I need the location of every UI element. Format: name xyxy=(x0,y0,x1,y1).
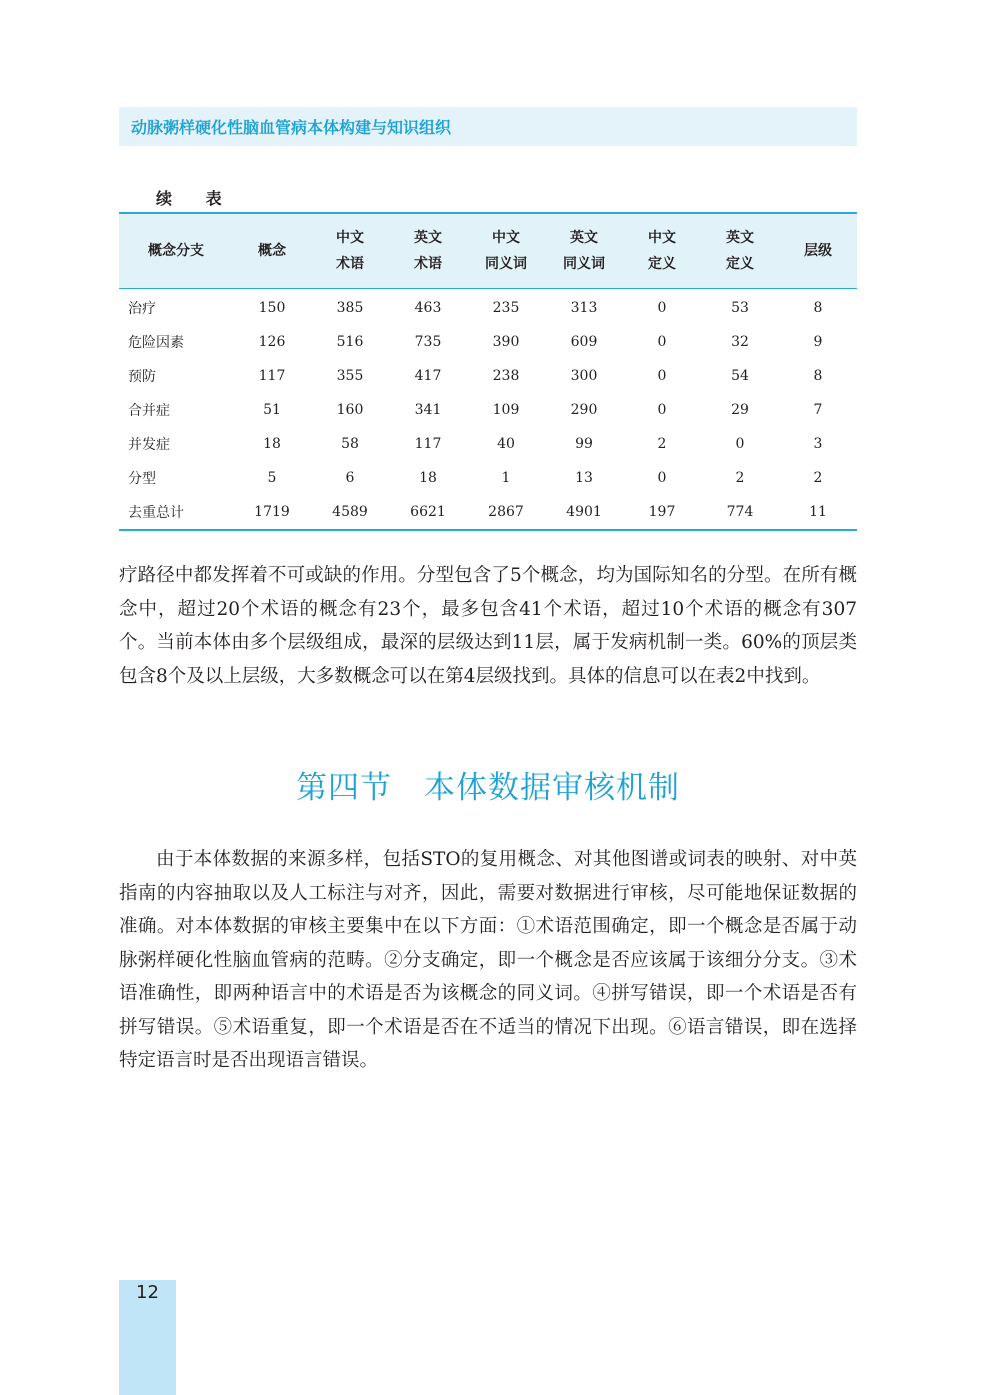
table-cell: 7 xyxy=(813,402,823,418)
table-cell: 0 xyxy=(657,334,667,350)
table-cell: 160 xyxy=(336,402,364,418)
table-header xyxy=(119,213,857,289)
table-cell: 11 xyxy=(779,495,857,530)
table-cell: 774 xyxy=(701,495,779,530)
running-header-text: 动脉粥样硬化性脑血管病本体构建与知识组织 xyxy=(131,118,452,137)
table-header-label: 术语 xyxy=(336,256,364,272)
table-cell: 2 xyxy=(735,470,745,486)
table-cell: 18 xyxy=(419,470,437,486)
table-header-cell xyxy=(623,213,701,289)
table-header-label: 术语 xyxy=(414,256,442,272)
table-cell: 238 xyxy=(492,368,520,384)
table-header-label: 中文 xyxy=(336,230,364,246)
table-cell: 609 xyxy=(570,334,598,350)
table-cell: 735 xyxy=(414,334,442,350)
table-row-category: 并发症 xyxy=(128,437,170,453)
table-cell: 51 xyxy=(263,402,281,418)
table-cell: 385 xyxy=(336,300,364,316)
table-cell: 417 xyxy=(414,368,442,384)
table-row xyxy=(119,495,857,530)
page-number: 12 xyxy=(136,1282,159,1303)
table-row xyxy=(119,427,857,461)
table-header-label: 中文 xyxy=(492,230,520,246)
table-header-label: 英文 xyxy=(414,230,442,246)
table-header-cell xyxy=(389,213,467,289)
table-row xyxy=(119,359,857,393)
table-header-row xyxy=(119,213,857,289)
table-cell: 2867 xyxy=(467,495,545,530)
table-cell: 2 xyxy=(813,470,823,486)
table-cell: 126 xyxy=(258,334,286,350)
table-header-label: 概念 xyxy=(258,243,286,259)
table-cell: 6621 xyxy=(389,495,467,530)
table-cell: 0 xyxy=(657,300,667,316)
table-header-label: 英文 xyxy=(570,230,598,246)
table-cell: 463 xyxy=(414,300,442,316)
table-header-label: 中文 xyxy=(648,230,676,246)
table-row-category: 危险因素 xyxy=(128,335,184,351)
table-header-label: 定义 xyxy=(726,256,754,272)
table-cell: 8 xyxy=(813,300,823,316)
table-cell: 3 xyxy=(813,436,823,452)
table-cell: 197 xyxy=(623,495,701,530)
table-cell: 0 xyxy=(735,436,745,452)
table-cell: 355 xyxy=(336,368,364,384)
table-cell: 390 xyxy=(492,334,520,350)
table-row-category: 去重总计 xyxy=(119,495,233,530)
table-cell: 290 xyxy=(570,402,598,418)
table-cell: 13 xyxy=(575,470,593,486)
table-body xyxy=(119,289,857,531)
table-cell: 117 xyxy=(414,436,442,452)
table-row-category: 合并症 xyxy=(128,403,170,419)
table-cell: 235 xyxy=(492,300,520,316)
data-table xyxy=(119,212,857,531)
table-cell: 4589 xyxy=(311,495,389,530)
table-header-cell xyxy=(467,213,545,289)
table-cell: 300 xyxy=(570,368,598,384)
table-cell: 40 xyxy=(497,436,515,452)
paragraph-body: 由于本体数据的来源多样，包括STO的复用概念、对其他图谱或词表的映射、对中英指南的内容抽取以及人工标注与对齐，因此，需要对数据进行审核，尽可能地保证数据的准确。对本体数据的审核主要集中在以下方面：①术语范围确定，即一个概念是否属于动脉粥样硬化性脑血管病的范畴。②分支确定，即一个概念是否应该属于该细分分支。③术语准确性，即两种语言中的术语是否为该概念的同义词。④拼写错误，即一个术语是否有拼写错误。⑤术语重复，即一个术语是否在不适当的情况下出现。⑥语言错误，即在选择特定语言时是否出现语言错误。 xyxy=(119,849,857,1071)
table-cell: 29 xyxy=(731,402,749,418)
table-cell: 18 xyxy=(263,436,281,452)
table-cell: 6 xyxy=(345,470,355,486)
table-header-cell xyxy=(779,213,857,289)
table-row xyxy=(119,325,857,359)
table-cell: 117 xyxy=(258,368,286,384)
table-cell: 0 xyxy=(657,470,667,486)
table-cell: 58 xyxy=(341,436,359,452)
table-header-label: 同义词 xyxy=(563,256,605,272)
running-header xyxy=(119,107,857,146)
table-row-category: 分型 xyxy=(128,471,156,487)
table-row-category: 治疗 xyxy=(128,301,156,317)
table-cell: 32 xyxy=(731,334,749,350)
table-cell: 4901 xyxy=(545,495,623,530)
table-header-cell xyxy=(233,213,311,289)
table-cell: 99 xyxy=(575,436,593,452)
paragraph-continuation: 疗路径中都发挥着不可或缺的作用。分型包含了5个概念，均为国际知名的分型。在所有概念中，超过20个术语的概念有23个，最多包含41个术语，超过10个术语的概念有307个。当前本体由多个层级组成，最深的层级达到11层，属于发病机制一类。60%的顶层类包含8个及以上层级，大多数概念可以在第4层级找到。具体的信息可以在表2中找到。 xyxy=(119,565,857,687)
table-row xyxy=(119,289,857,326)
table-header-label: 同义词 xyxy=(485,256,527,272)
table-header-label: 层级 xyxy=(804,243,832,259)
table-cell: 516 xyxy=(336,334,364,350)
table-header-cell xyxy=(545,213,623,289)
table-cell: 1 xyxy=(501,470,511,486)
table-cell: 53 xyxy=(731,300,749,316)
table-row-category: 预防 xyxy=(128,369,156,385)
table-cell: 0 xyxy=(657,402,667,418)
table-cell: 341 xyxy=(414,402,442,418)
table-cell: 9 xyxy=(813,334,823,350)
table-header-label: 概念分支 xyxy=(148,243,204,259)
table-header-cell xyxy=(119,213,233,289)
table-header-label: 英文 xyxy=(726,230,754,246)
table-cell: 54 xyxy=(731,368,749,384)
page-number-tab xyxy=(119,1280,176,1395)
table-header-label: 定义 xyxy=(648,256,676,272)
section-title: 第四节 本体数据审核机制 xyxy=(296,770,680,806)
table-cell: 109 xyxy=(492,402,520,418)
table-caption: 续 表 xyxy=(156,189,236,208)
table-cell: 0 xyxy=(657,368,667,384)
table-cell: 2 xyxy=(657,436,667,452)
table-cell: 5 xyxy=(267,470,277,486)
table-header-cell xyxy=(311,213,389,289)
table-cell: 150 xyxy=(258,300,286,316)
table-cell: 1719 xyxy=(233,495,311,530)
table-cell: 313 xyxy=(570,300,598,316)
table-row xyxy=(119,461,857,495)
table-cell: 8 xyxy=(813,368,823,384)
table-row xyxy=(119,393,857,427)
table-header-cell xyxy=(701,213,779,289)
